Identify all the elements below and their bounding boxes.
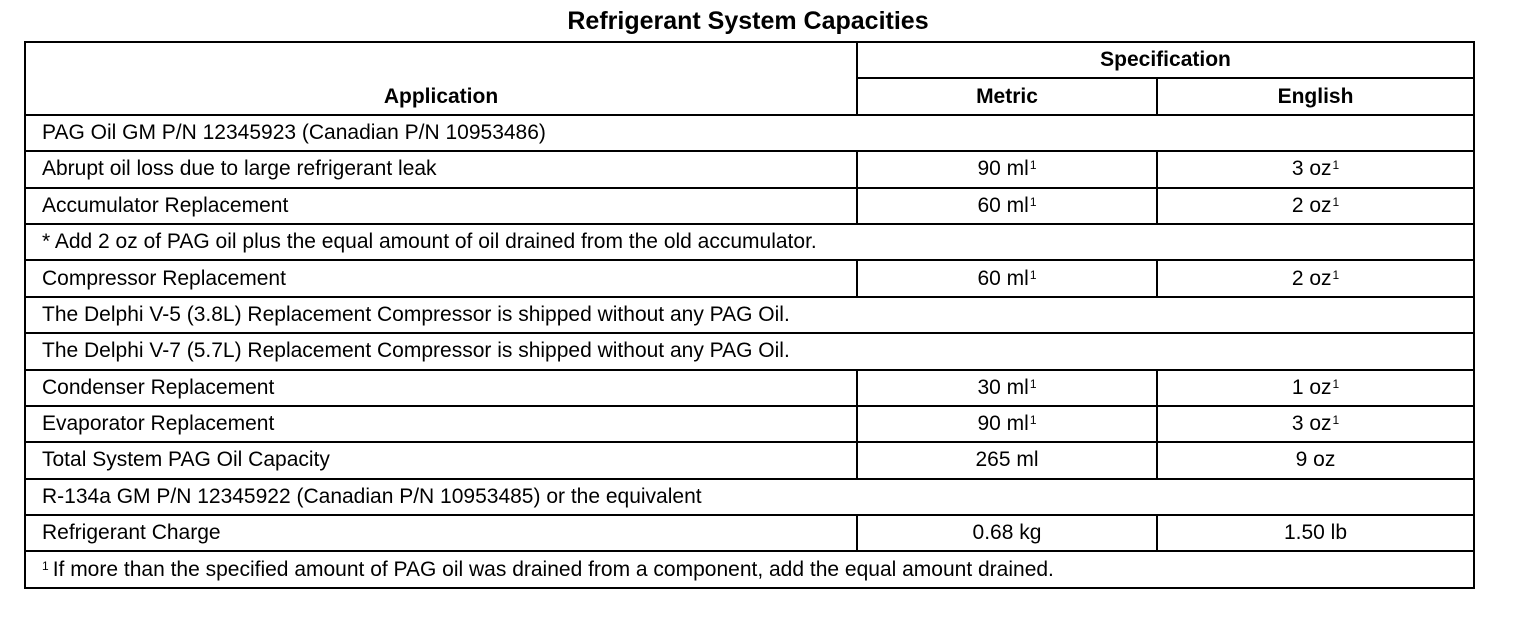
- table-row: [25, 515, 1474, 551]
- group-row: [25, 333, 1474, 369]
- group-text: The Delphi V-5 (3.8L) Replacement Compressor is shipped without any PAG Oil.: [25, 297, 1474, 333]
- footnote-row: [25, 551, 1474, 587]
- english-cell: [1157, 151, 1474, 187]
- english-value: 2 oz: [1291, 266, 1332, 290]
- footnote-mark: 1: [42, 558, 49, 573]
- metric-cell: [857, 370, 1157, 406]
- english-value: 2 oz: [1291, 193, 1332, 217]
- english-cell: [1157, 406, 1474, 442]
- group-row: [25, 115, 1474, 151]
- footnote-ref: 1: [1332, 194, 1340, 209]
- footnote-ref: 1: [1029, 376, 1037, 391]
- metric-value: 30 ml: [977, 375, 1029, 399]
- metric-value: 60 ml: [977, 193, 1029, 217]
- english-cell: [1157, 188, 1474, 224]
- english-cell: [1157, 515, 1474, 551]
- english-value: 1 oz: [1291, 375, 1332, 399]
- group-text: * Add 2 oz of PAG oil plus the equal amount of oil drained from the old accumulator.: [25, 224, 1474, 260]
- group-text: R-134a GM P/N 12345922 (Canadian P/N 10953485) or the equivalent: [25, 479, 1474, 515]
- english-value: 9 oz: [1295, 448, 1336, 472]
- footnote-text: If more than the specified amount of PAG oil was drained from a component, add the equal amount drained.: [52, 557, 1054, 581]
- metric-value: 90 ml: [977, 157, 1029, 181]
- header-metric: Metric: [857, 78, 1157, 114]
- english-value: 1.50 lb: [1283, 521, 1348, 545]
- header-english: English: [1157, 78, 1474, 114]
- group-row: [25, 297, 1474, 333]
- metric-value: 0.68 kg: [972, 521, 1042, 545]
- application-cell: Total System PAG Oil Capacity: [25, 442, 857, 478]
- application-cell: Condenser Replacement: [25, 370, 857, 406]
- table-row: [25, 406, 1474, 442]
- capacities-table: [24, 41, 1475, 589]
- footnote-ref: 1: [1332, 267, 1340, 282]
- english-cell: [1157, 260, 1474, 296]
- table-row: [25, 151, 1474, 187]
- header-application: Application: [25, 42, 857, 115]
- application-cell: Compressor Replacement: [25, 260, 857, 296]
- footnote-ref: 1: [1029, 413, 1037, 428]
- metric-value: 265 ml: [975, 448, 1039, 472]
- metric-value: 90 ml: [977, 412, 1029, 436]
- application-cell: Accumulator Replacement: [25, 188, 857, 224]
- english-value: 3 oz: [1291, 412, 1332, 436]
- english-cell: [1157, 442, 1474, 478]
- page-title: Refrigerant System Capacities: [567, 7, 929, 35]
- group-text: The Delphi V-7 (5.7L) Replacement Compressor is shipped without any PAG Oil.: [25, 333, 1474, 369]
- metric-value: 60 ml: [977, 266, 1029, 290]
- metric-cell: [857, 515, 1157, 551]
- table-row: [25, 442, 1474, 478]
- footnote-ref: 1: [1029, 267, 1037, 282]
- metric-cell: [857, 442, 1157, 478]
- group-text: PAG Oil GM P/N 12345923 (Canadian P/N 10953486): [25, 115, 1474, 151]
- metric-cell: [857, 260, 1157, 296]
- metric-cell: [857, 406, 1157, 442]
- footnote-ref: 1: [1029, 158, 1037, 173]
- footnote-ref: 1: [1332, 413, 1340, 428]
- footnote-ref: 1: [1332, 158, 1340, 173]
- metric-cell: [857, 151, 1157, 187]
- footnote-ref: 1: [1332, 376, 1340, 391]
- footnote-cell: [25, 551, 1474, 587]
- english-cell: [1157, 370, 1474, 406]
- metric-cell: [857, 188, 1157, 224]
- application-cell: Abrupt oil loss due to large refrigerant leak: [25, 151, 857, 187]
- table-body: [25, 115, 1474, 552]
- group-row: [25, 479, 1474, 515]
- footnote-ref: 1: [1029, 194, 1037, 209]
- table-row: [25, 370, 1474, 406]
- group-row: [25, 224, 1474, 260]
- table-row: [25, 260, 1474, 296]
- application-cell: Evaporator Replacement: [25, 406, 857, 442]
- application-cell: Refrigerant Charge: [25, 515, 857, 551]
- header-specification: Specification: [857, 42, 1474, 78]
- english-value: 3 oz: [1291, 157, 1332, 181]
- table-row: [25, 188, 1474, 224]
